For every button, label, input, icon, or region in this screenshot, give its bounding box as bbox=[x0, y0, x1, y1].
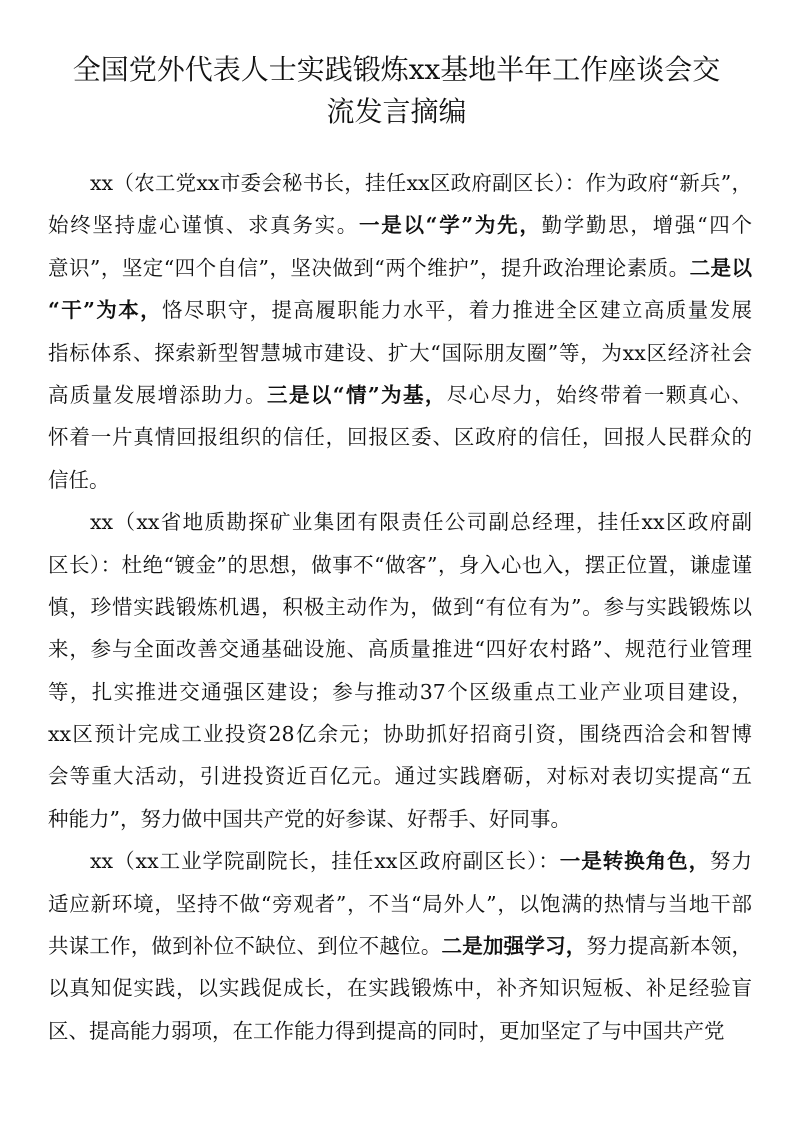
speech-paragraph bbox=[48, 840, 752, 1052]
text-segment: 共谋工作，做到补位不缺位、到位不越位。 bbox=[48, 934, 442, 959]
text-segment: 努力提高新本领， bbox=[586, 934, 752, 959]
paragraph-line bbox=[48, 586, 752, 628]
text-segment: xx区预计完成工业投资28亿余元；协助抓好招商引资，围绕西洽会和智博 bbox=[48, 722, 752, 747]
paragraph-line bbox=[48, 713, 752, 755]
paragraph-line bbox=[48, 925, 752, 967]
text-segment: 尽心尽力，始终带着一颗真心、 bbox=[446, 382, 752, 407]
paragraph-line bbox=[48, 544, 752, 586]
paragraph-line bbox=[48, 416, 752, 458]
text-segment: xx（xx工业学院副院长，挂任xx区政府副区长）： bbox=[90, 849, 560, 874]
text-segment: xx（农工党xx市委会秘书长，挂任xx区政府副区长）：作为政府“新兵”， bbox=[90, 171, 752, 195]
paragraph-line bbox=[48, 501, 752, 543]
text-segment: 等，扎实推进交通强区建设；参与推动37个区级重点工业产业项目建设， bbox=[48, 679, 752, 704]
paragraph-line bbox=[48, 628, 752, 670]
paragraph-line bbox=[48, 1010, 752, 1052]
paragraph-line bbox=[48, 204, 752, 246]
speech-paragraph bbox=[48, 501, 752, 840]
paragraph-line bbox=[48, 671, 752, 713]
speech-paragraph bbox=[48, 162, 752, 501]
paragraph-line bbox=[48, 332, 752, 374]
paragraph-line bbox=[48, 289, 752, 331]
text-segment: 高质量发展增添助力。 bbox=[48, 382, 268, 407]
text-segment: 始终坚持虚心谨慎、求真务实。 bbox=[48, 213, 360, 238]
text-segment: 来，参与全面改善交通基础设施、高质量推进“四好农村路”、规范行业管理 bbox=[48, 637, 752, 662]
document-title-line-1: 全国党外代表人士实践锻炼xx基地半年工作座谈会交 bbox=[72, 53, 721, 86]
text-segment: 慎，珍惜实践锻炼机遇，积极主动作为，做到“有位有为”。参与实践锻炼以 bbox=[48, 594, 752, 619]
text-segment: 怀着一片真情回报组织的信任，回报区委、区政府的信任，回报人民群众的 bbox=[48, 425, 752, 450]
bold-key-point: 二是加强学习， bbox=[441, 934, 587, 959]
text-segment: 信任。 bbox=[48, 467, 110, 492]
paragraph-line bbox=[48, 459, 752, 501]
text-segment: 勤学勤思，增强“四个 bbox=[541, 213, 752, 238]
text-segment: 适应新环境，坚持不做“旁观者”，不当“局外人”，以饱满的热情与当地干部 bbox=[48, 891, 752, 916]
bold-key-point: 一是转换角色， bbox=[559, 849, 711, 874]
paragraph-line bbox=[48, 840, 752, 882]
bold-key-point: “干”为本， bbox=[48, 298, 163, 323]
text-segment: 指标体系、探索新型智慧城市建设、扩大“国际朋友圈”等，为xx区经济社会 bbox=[48, 340, 752, 365]
bold-key-point: 二是以 bbox=[689, 255, 752, 280]
text-segment: 意识”，坚定“四个自信”，坚决做到“两个维护”，提升政治理论素质。 bbox=[48, 255, 690, 280]
text-segment: xx（xx省地质勘探矿业集团有限责任公司副总经理，挂任xx区政府副 bbox=[90, 510, 752, 535]
bold-key-point: 三是以“情”为基， bbox=[267, 382, 447, 407]
paragraph-line bbox=[48, 798, 752, 840]
paragraph-line bbox=[48, 755, 752, 797]
text-segment: 努力 bbox=[710, 849, 752, 874]
paragraph-line bbox=[48, 162, 752, 204]
paragraph-line bbox=[48, 247, 752, 289]
paragraph-line bbox=[48, 967, 752, 1009]
text-segment: 恪尽职守，提高履职能力水平，着力推进全区建立高质量发展 bbox=[162, 298, 752, 323]
document-title-line-2: 流发言摘编 bbox=[326, 95, 467, 128]
bold-key-point: 一是以“学”为先， bbox=[359, 213, 542, 238]
text-segment: 区长）：杜绝“镀金”的思想，做事不“做客”，身入心也入，摆正位置，谦虚谨 bbox=[48, 552, 752, 577]
text-segment: 种能力”，努力做中国共产党的好参谋、好帮手、好同事。 bbox=[48, 806, 571, 831]
text-segment: 会等重大活动，引进投资近百亿元。通过实践磨砺，对标对表切实提高“五 bbox=[48, 764, 752, 789]
paragraph-line bbox=[48, 374, 752, 416]
paragraph-line bbox=[48, 883, 752, 925]
document-body bbox=[48, 162, 752, 1052]
text-segment: 区、提高能力弱项，在工作能力得到提高的同时，更加坚定了与中国共产党 bbox=[48, 1018, 725, 1043]
text-segment: 以真知促实践，以实践促成长，在实践锻炼中，补齐知识短板、补足经验盲 bbox=[48, 976, 752, 1001]
